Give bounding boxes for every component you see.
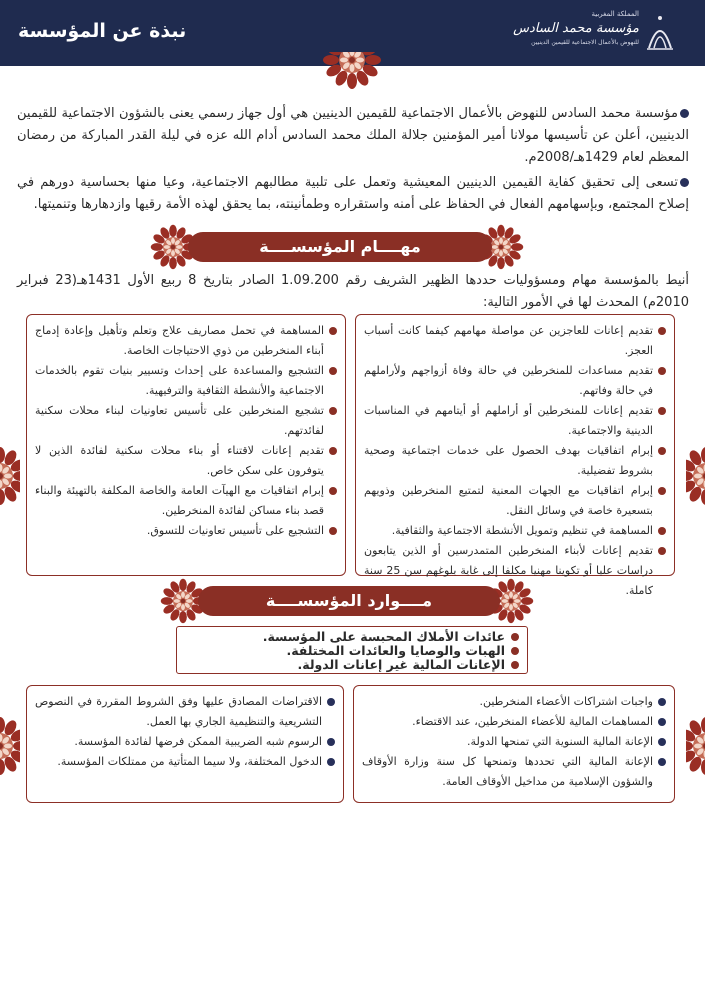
resource-item: الاقتراضات المصادق عليها وفق الشروط المقررة في النصوص التشريعية والتنظيمية الجاري بها العمل. — [35, 692, 335, 732]
bullet-dot-icon — [658, 547, 666, 555]
intro-paragraph-2: تسعى إلى تحقيق كفاية القيمين الدينيين المعيشية وتعمل على تلبية مطالبهم الاجتماعية، وعيا منها بحساسية دورهم في إصلاح المجتمع، وبإسهامهم الفعال في الحفاظ على أمنه واستقراره وطمأنينته، بما يحقق لهذه الأمة رقيها وازدهارها وتنميتها. — [17, 175, 689, 212]
side-rosette-left-2 — [0, 716, 20, 776]
resource-item: الرسوم شبه الضريبية الممكن فرضها لفائدة المؤسسة. — [35, 732, 335, 752]
resources-box-right — [353, 685, 675, 803]
mission-item: تقديم إعانات لاقتناء أو بناء محلات سكنية لفائدة الذين لا يتوفرون على سكن خاص. — [35, 441, 337, 481]
bullet-dot-icon — [329, 327, 337, 335]
resource-item: واجبات اشتراكات الأعضاء المنخرطين. — [362, 692, 666, 712]
page-title: نبذة عن المؤسسة — [18, 20, 187, 42]
logo-line-3: للنهوض بالأعمال الاجتماعية للقيمين الدينيين — [531, 39, 639, 46]
bullet-dot-icon — [327, 758, 335, 766]
bullet-dot-icon — [658, 527, 666, 535]
mission-item: إبرام اتفاقيات بهدف الحصول على خدمات اجتماعية وصحية بشروط تفضيلية. — [364, 441, 666, 481]
bullet-dot-icon — [329, 367, 337, 375]
bullet-dot-icon — [511, 647, 519, 655]
logo-line-2: مؤسسة محمد السادس — [513, 21, 639, 36]
bullet-dot-icon — [329, 527, 337, 535]
resource-item: الدخول المختلفة، ولا سيما المتأتية من ممتلكات المؤسسة. — [35, 752, 335, 772]
bullet-dot-icon — [658, 327, 666, 335]
intro-paragraph-1: مؤسسة محمد السادس للنهوض بالأعمال الاجتماعية للقيمين الدينيين هي أول جهاز رسمي يعنى بالشؤون الاجتماعية للقيمين الدينيين، أعلن عن تأسيسها مولانا أمير المؤمنين جلالة الملك محمد السادس أدام الله عزه في ليلة القدر المباركة من رمضان المعظم لعام 1429هـ/2008م. — [17, 106, 689, 165]
missions-list-right — [364, 321, 666, 601]
bullet-dot-icon — [327, 698, 335, 706]
missions-heading: مهــــام المؤسســــة — [188, 232, 492, 262]
bullet-dot-icon — [658, 738, 666, 746]
mission-item: إبرام اتفاقيات مع الهيآت العامة والخاصة المكلفة بالتهيئة والبناء قصد بناء مساكن لفائدة المنخرطين. — [35, 481, 337, 521]
mission-item: إبرام اتفاقيات مع الجهات المعنية لتمتيع المنخرطين وذويهم بتسعيرة خاصة في وسائل النقل. — [364, 481, 666, 521]
bullet-dot-icon — [658, 698, 666, 706]
header-rosette-ornament — [316, 52, 388, 96]
logo-line-1: المملكة المغربية — [591, 10, 639, 18]
mission-item: تقديم إعانات للعاجزين عن مواصلة مهامهم كيفما كانت أسباب العجز. — [364, 321, 666, 361]
bullet-dot-icon — [329, 487, 337, 495]
bullet-dot-icon — [658, 758, 666, 766]
side-rosette-right-2 — [686, 716, 705, 776]
mission-item: تقديم مساعدات للمنخرطين في حالة وفاة أزواجهم ولأراملهم في حالة وفاتهم. — [364, 361, 666, 401]
bullet-dot-icon — [680, 178, 689, 187]
bullet-dot-icon — [329, 447, 337, 455]
mission-item: المساهمة في تنظيم وتمويل الأنشطة الاجتماعية والثقافية. — [364, 521, 666, 541]
resources-list-left — [35, 692, 335, 772]
bullet-dot-icon — [327, 738, 335, 746]
missions-box-right — [355, 314, 675, 597]
resource-summary-item: عائدات الأملاك المحبسة على المؤسسة. — [177, 630, 519, 644]
bullet-dot-icon — [658, 447, 666, 455]
resources-summary-box — [176, 626, 528, 674]
bullet-dot-icon — [329, 407, 337, 415]
mission-item: المساهمة في تحمل مصاريف علاج وتعلم وتأهيل وإعادة إدماج أبناء المنخرطين من ذوي الاحتياجات الخاصة. — [35, 321, 337, 361]
side-rosette-left-1 — [0, 446, 20, 506]
bullet-dot-icon — [658, 407, 666, 415]
resources-list-right — [362, 692, 666, 792]
mission-item: تقديم إعانات للمنخرطين أو أراملهم أو أيتامهم في المناسبات الدينية والاجتماعية. — [364, 401, 666, 441]
resource-item: المساهمات المالية للأعضاء المنخرطين، عند الاقتضاء. — [362, 712, 666, 732]
bullet-dot-icon — [658, 367, 666, 375]
missions-list-left — [35, 321, 337, 541]
resource-item: الإعانة المالية السنوية التي تمنحها الدولة. — [362, 732, 666, 752]
mission-item: تشجيع المنخرطين على تأسيس تعاونيات لبناء محلات سكنية لفائدتهم. — [35, 401, 337, 441]
bullet-dot-icon — [680, 109, 689, 118]
mission-item: تقديم إعانات لأبناء المنخرطين المتمدرسين أو الذين يتابعون دراسات عليا أو تكوينا مهنيا مكلفا إلى غاية بلوغهم سن 25 سنة كاملة. — [364, 541, 666, 601]
missions-intro: أنيط بالمؤسسة مهام ومسؤوليات حددها الظهير الشريف رقم 1.09.200 الصادر بتاريخ 8 ربيع الأول 1431هـ(23 فبراير 2010م) المحدث لها في الأمور التالية: — [17, 273, 689, 310]
mission-item: التشجيع على تأسيس تعاونيات للتسوق. — [35, 521, 337, 541]
resource-item: الإعانة المالية التي تحددها وتمنحها كل سنة وزارة الأوقاف والشؤون الإسلامية من مداخيل الأوقاف العامة. — [362, 752, 666, 792]
bullet-dot-icon — [658, 487, 666, 495]
resources-heading: مــــوارد المؤسســــة — [198, 586, 500, 616]
mosque-emblem-icon — [643, 12, 677, 52]
side-rosette-right-1 — [686, 446, 705, 506]
resources-box-left — [26, 685, 344, 803]
resource-summary-item: الإعانات المالية غير إعانات الدولة. — [177, 658, 519, 672]
foundation-logo — [513, 8, 679, 56]
bullet-dot-icon — [658, 718, 666, 726]
resource-summary-item: الهبات والوصايا والعائدات المختلفة. — [177, 644, 519, 658]
mission-item: التشجيع والمساعدة على إحداث وتسيير بنيات تقوم بالخدمات الاجتماعية والأنشطة الثقافية والترفيهية. — [35, 361, 337, 401]
missions-box-left — [26, 314, 346, 576]
bullet-dot-icon — [511, 661, 519, 669]
bullet-dot-icon — [511, 633, 519, 641]
